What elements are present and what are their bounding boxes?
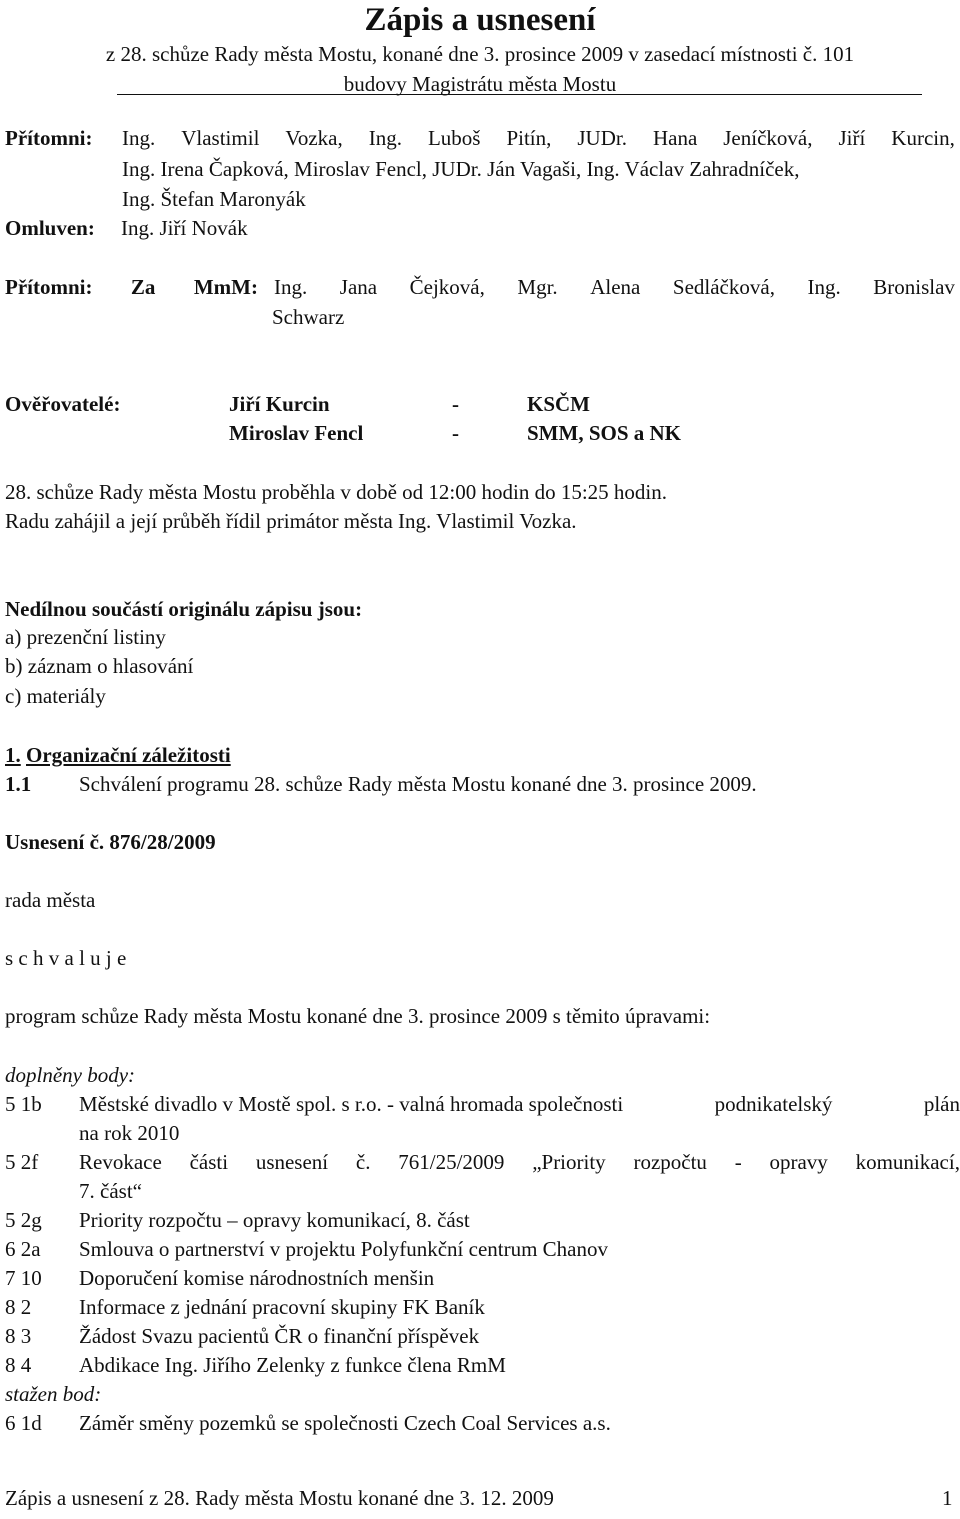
excused-names: Ing. Jiří Novák bbox=[121, 216, 248, 240]
word: „Priority bbox=[532, 1150, 606, 1174]
agenda-item-text: Priority rozpočtu – opravy komunikací, 8. část bbox=[79, 1208, 470, 1232]
verifier-dash: - bbox=[452, 392, 459, 416]
word: Kurcin, bbox=[891, 126, 955, 150]
word: rozpočtu bbox=[633, 1150, 707, 1174]
agenda-item-text-line2: na rok 2010 bbox=[79, 1121, 180, 1145]
verifier-dash: - bbox=[452, 421, 459, 445]
attachments-heading: Nedílnou součástí originálu zápisu jsou: bbox=[5, 597, 363, 621]
word: Ing. bbox=[122, 126, 156, 150]
verifier-party: SMM, SOS a NK bbox=[527, 421, 682, 445]
word: Ing. bbox=[807, 275, 841, 299]
word: č. bbox=[355, 1150, 371, 1174]
text-part: plán bbox=[923, 1092, 960, 1116]
verifier-name: Jiří Kurcin bbox=[229, 392, 330, 416]
resolution-text: program schůze Rady města Mostu konané dne 3. prosince 2009 s těmito úpravami: bbox=[5, 1004, 711, 1028]
verifier-name: Miroslav Fencl bbox=[229, 421, 364, 445]
word: Sedláčková, bbox=[672, 275, 775, 299]
attachment-item: b) záznam o hlasování bbox=[5, 654, 194, 678]
word: části bbox=[189, 1150, 229, 1174]
present-line2: Ing. Irena Čapková, Miroslav Fencl, JUDr. Ján Vagaši, Ing. Václav Zahradníček, bbox=[122, 157, 800, 181]
word: Luboš bbox=[427, 126, 481, 150]
text-part: Městské divadlo v Mostě spol. s r.o. - valná hromada společnosti bbox=[79, 1092, 624, 1116]
word: 761/25/2009 bbox=[398, 1150, 505, 1174]
word: usnesení bbox=[255, 1150, 329, 1174]
document-subtitle-line1: z 28. schůze Rady města Mostu, konané dne 3. prosince 2009 v zasedací místnosti č. 101 bbox=[105, 42, 855, 66]
agenda-item-text: Doporučení komise národnostních menšin bbox=[79, 1266, 435, 1290]
agenda-item-text: Žádost Svazu pacientů ČR o finanční příspěvek bbox=[79, 1324, 480, 1348]
word: opravy bbox=[769, 1150, 828, 1174]
word: Jeníčková, bbox=[723, 126, 813, 150]
footer-text: Zápis a usnesení z 28. Rady města Mostu konané dne 3. 12. 2009 bbox=[5, 1486, 554, 1510]
word: Jiří bbox=[838, 126, 866, 150]
agenda-item-text bbox=[79, 1148, 960, 1177]
word: Vlastimil bbox=[181, 126, 260, 150]
page-number: 1 bbox=[942, 1486, 953, 1510]
word: Jana bbox=[339, 275, 378, 299]
word: JUDr. bbox=[577, 126, 627, 150]
agenda-item-text: Abdikace Ing. Jiřího Zelenky z funkce člena RmM bbox=[79, 1353, 506, 1377]
present-line3: Ing. Štefan Maronyák bbox=[122, 187, 306, 211]
word: Ing. bbox=[368, 126, 402, 150]
verifiers-label: Ověřovatelé: bbox=[5, 392, 121, 416]
agenda-item-text bbox=[79, 1090, 960, 1119]
item-title: Schválení programu 28. schůze Rady města Mostu konané dne 3. prosince 2009. bbox=[79, 772, 757, 796]
meeting-info-line1: 28. schůze Rady města Mostu proběhla v době od 12:00 hodin do 15:25 hodin. bbox=[5, 480, 668, 504]
section-heading bbox=[5, 741, 231, 770]
agenda-code: 8 4 bbox=[5, 1353, 32, 1377]
word: komunikací, bbox=[855, 1150, 960, 1174]
verifier-party: KSČM bbox=[527, 392, 590, 416]
agenda-item-text: Informace z jednání pracovní skupiny FK Baník bbox=[79, 1295, 485, 1319]
text-part: podnikatelský bbox=[714, 1092, 833, 1116]
attachment-item: a) prezenční listiny bbox=[5, 625, 166, 649]
resolution-verb: s c h v a l u j e bbox=[5, 946, 127, 970]
agenda-code: 8 2 bbox=[5, 1295, 32, 1319]
present-line1 bbox=[122, 124, 955, 153]
word: Ing. bbox=[274, 275, 308, 299]
agenda-code: 5 2g bbox=[5, 1208, 42, 1232]
word: - bbox=[734, 1150, 742, 1174]
agenda-code: 8 3 bbox=[5, 1324, 32, 1348]
mmm-names-line2: Schwarz bbox=[272, 305, 345, 329]
word: Čejková, bbox=[409, 275, 485, 299]
header-divider bbox=[117, 94, 922, 95]
agenda-code: 5 2f bbox=[5, 1150, 39, 1174]
word: MmM: bbox=[193, 275, 258, 299]
agenda-code: 5 1b bbox=[5, 1092, 42, 1116]
mmm-present-label bbox=[5, 273, 258, 302]
word: Bronislav bbox=[873, 275, 955, 299]
agenda-item-text-line2: 7. část“ bbox=[79, 1179, 142, 1203]
agenda-code: 6 1d bbox=[5, 1411, 42, 1435]
item-number: 1.1 bbox=[5, 772, 32, 796]
agenda-item-text: Smlouva o partnerství v projektu Polyfunkční centrum Chanov bbox=[79, 1237, 608, 1261]
word: Mgr. bbox=[517, 275, 558, 299]
excused-label: Omluven: bbox=[5, 216, 95, 240]
word: Za bbox=[130, 275, 156, 299]
word: Vozka, bbox=[285, 126, 343, 150]
meeting-info-line2: Radu zahájil a její průběh řídil primátor města Ing. Vlastimil Vozka. bbox=[5, 509, 577, 533]
word: Pitín, bbox=[506, 126, 552, 150]
agenda-code: 7 10 bbox=[5, 1266, 42, 1290]
attachment-item: c) materiály bbox=[5, 684, 106, 708]
word: Alena bbox=[590, 275, 641, 299]
agenda-code: 6 2a bbox=[5, 1237, 41, 1261]
resolution-body: rada města bbox=[5, 888, 96, 912]
section-number: 1. bbox=[5, 743, 21, 767]
added-items-heading: doplněny body: bbox=[5, 1063, 136, 1087]
document-subtitle-line2: budovy Magistrátu města Mostu bbox=[343, 72, 617, 96]
removed-items-heading: stažen bod: bbox=[5, 1382, 102, 1406]
document-title: Zápis a usnesení bbox=[364, 2, 596, 38]
section-title: Organizační záležitosti bbox=[26, 743, 231, 767]
mmm-names-line1 bbox=[274, 273, 955, 302]
word: Revokace bbox=[79, 1150, 162, 1174]
resolution-label: Usnesení č. 876/28/2009 bbox=[5, 830, 216, 854]
present-label: Přítomni: bbox=[5, 126, 93, 150]
agenda-item-text: Záměr směny pozemků se společnosti Czech Coal Services a.s. bbox=[79, 1411, 611, 1435]
word: Hana bbox=[652, 126, 698, 150]
word: Přítomni: bbox=[5, 275, 93, 299]
